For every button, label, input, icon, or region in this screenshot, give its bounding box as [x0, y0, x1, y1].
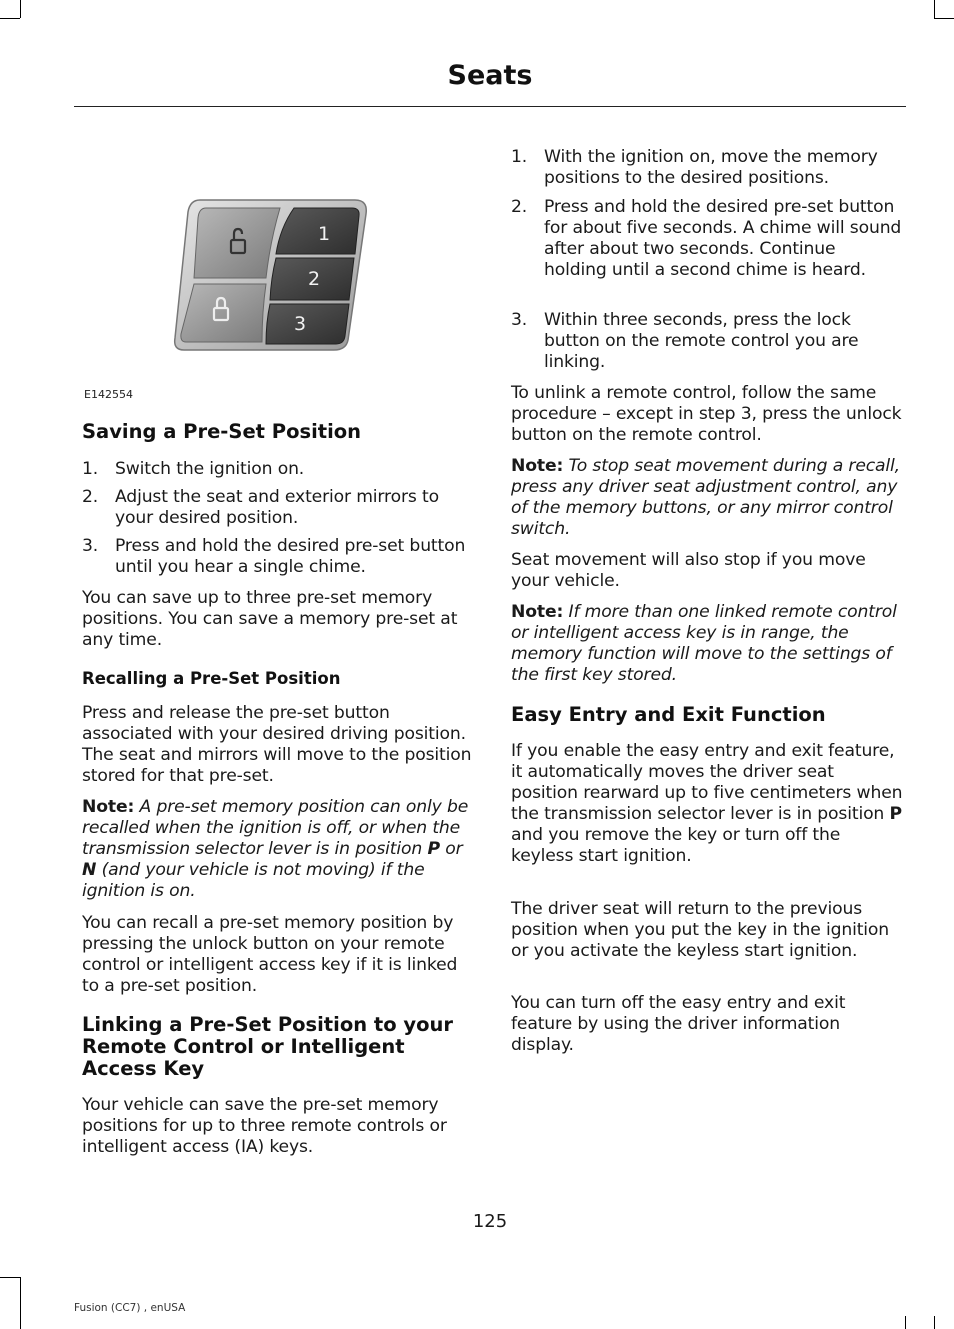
recalling-paragraph-2: You can recall a pre-set memory position by pressing the unlock button on your remote control or intelligent access key if it is linked to a pre-set position.: [82, 913, 458, 996]
note-label: Note:: [82, 797, 135, 817]
step-number: 1.: [511, 147, 528, 167]
crop-mark: [0, 18, 20, 19]
unlink-paragraph: To unlink a remote control, follow the same procedure – except in step 3, press the unlock button on the remote control.: [511, 383, 902, 445]
recalling-heading: Recalling a Pre-Set Position: [82, 669, 341, 688]
memory-seat-control-illustration: [170, 192, 370, 354]
note-text: If more than one linked remote control or intelligent access key is in range, the memory function will move to the settings of the first key stored.: [511, 602, 897, 685]
crop-mark: [20, 1277, 21, 1329]
stop-note: [511, 456, 903, 540]
easy-entry-paragraph-1: [511, 741, 903, 867]
crop-mark: [0, 1277, 20, 1278]
step-text: Press and hold the desired pre-set button until you hear a single chime.: [115, 536, 466, 577]
linking-heading: Linking a Pre-Set Position to your Remote Control or Intelligent Access Key: [82, 1013, 453, 1080]
saving-step-3: [82, 536, 474, 578]
memory-button-3-label: 3: [293, 313, 307, 335]
step-text: Press and hold the desired pre-set button for about five seconds. A chime will sound after about two seconds. Continue holding until a second chime is heard.: [544, 197, 902, 280]
easy-entry-heading: Easy Entry and Exit Function: [511, 703, 826, 726]
easy-text-a: If you enable the easy entry and exit feature, it automatically moves the driver seat position rearward up to five centimeters when the transmission selector lever is in position: [511, 741, 903, 824]
memory-button-1-label: 1: [317, 223, 331, 245]
recalling-paragraph: Press and release the pre-set button associated with your desired driving position. The seat and mirrors will move to the position stored for that pre-set.: [82, 703, 472, 786]
step-number: 2.: [82, 487, 99, 507]
crop-mark: [20, 0, 21, 18]
memory-button-2-label: 2: [307, 268, 321, 290]
step-text: With the ignition on, move the memory positions to the desired positions.: [544, 147, 878, 188]
page-number: 125: [472, 1211, 508, 1232]
saving-heading: Saving a Pre-Set Position: [82, 420, 362, 443]
gear-position-p: P: [427, 839, 440, 859]
figure-label: E142554: [84, 388, 133, 401]
note-text: To stop seat movement during a recall, press any driver seat adjustment control, any of the memory buttons, or any mirror control switch.: [511, 456, 900, 539]
saving-step-2: [82, 487, 474, 529]
footer-model: Fusion (CC7) , enUSA: [74, 1302, 186, 1314]
step-text: Adjust the seat and exterior mirrors to your desired position.: [115, 487, 439, 528]
gear-position-p: P: [889, 804, 902, 824]
header-divider: [74, 106, 906, 107]
note-label: Note:: [511, 456, 564, 476]
range-note: [511, 602, 903, 686]
crop-mark: [905, 1316, 906, 1329]
step-number: 3.: [82, 536, 99, 556]
step-text: Within three seconds, press the lock button on the remote control you are linking.: [544, 310, 859, 372]
note-or: or: [445, 839, 463, 859]
saving-paragraph: You can save up to three pre-set memory positions. You can save a memory pre-set at any time.: [82, 588, 458, 650]
note-text: A pre-set memory position can only be recalled when the ignition is off, or when the transmission selector lever is in position: [82, 797, 469, 859]
crop-mark: [934, 0, 935, 18]
note-label: Note:: [511, 602, 564, 622]
step-number: 1.: [82, 459, 99, 479]
step-number: 2.: [511, 197, 528, 217]
note-text-end: (and your vehicle is not moving) if the ignition is on.: [82, 860, 425, 901]
easy-entry-paragraph-3: You can turn off the easy entry and exit feature by using the driver information display.: [511, 993, 846, 1055]
saving-step-1: [82, 459, 474, 480]
linking-step-3: [511, 310, 903, 373]
stop-paragraph: Seat movement will also stop if you move your vehicle.: [511, 550, 866, 591]
linking-step-2: [511, 197, 903, 281]
linking-paragraph: Your vehicle can save the pre-set memory positions for up to three remote controls or intelligent access (IA) keys.: [82, 1095, 447, 1157]
gear-position-n: N: [82, 860, 97, 880]
recalling-note: [82, 797, 474, 902]
step-text: Switch the ignition on.: [115, 459, 305, 479]
crop-mark: [934, 1316, 935, 1329]
page-title: Seats: [447, 60, 533, 91]
easy-entry-paragraph-2: The driver seat will return to the previous position when you put the key in the ignition or you activate the keyless start ignition.: [511, 899, 890, 961]
crop-mark: [934, 18, 954, 19]
easy-text-b: and you remove the key or turn off the keyless start ignition.: [511, 825, 841, 866]
step-number: 3.: [511, 310, 528, 330]
linking-step-1: [511, 147, 903, 189]
